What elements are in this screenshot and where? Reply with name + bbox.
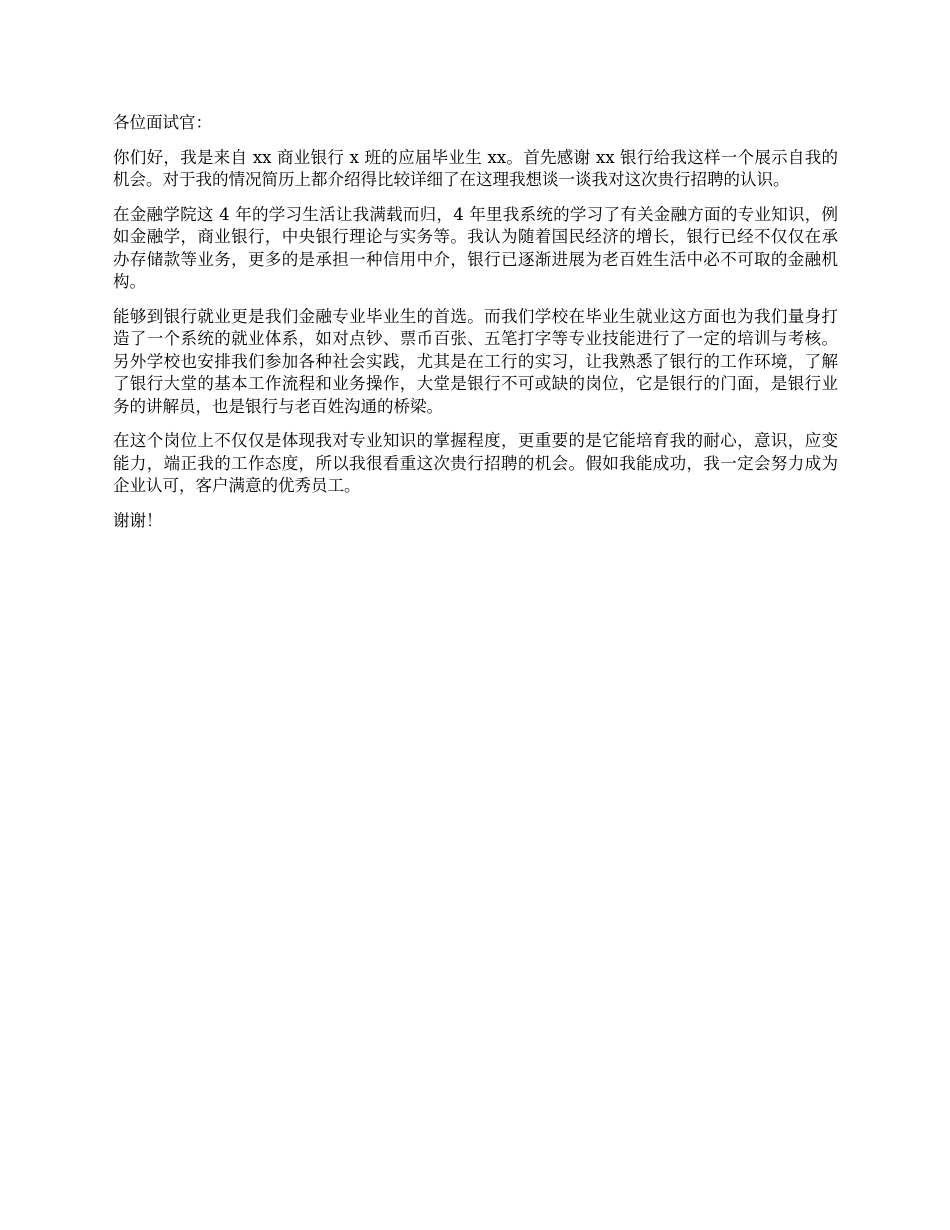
document-body (113, 112, 838, 532)
paragraph-employment: 能够到银行就业更是我们金融专业毕业生的首选。而我们学校在毕业生就业这方面也为我们量身打造了一个系统的就业体系，如对点钞、票币百张、五笔打字等专业技能进行了一定的培训与考核。另外学校也安排我们参加各种社会实践，尤其是在工行的实习，让我熟悉了银行的工作环境，了解了银行大堂的基本工作流程和业务操作，大堂是银行不可或缺的岗位，它是银行的门面，是银行业务的讲解员，也是银行与老百姓沟通的桥梁。 (113, 306, 838, 416)
greeting-line: 各位面试官： (113, 113, 212, 132)
closing-line: 谢谢！ (113, 510, 163, 530)
paragraph-education: 在金融学院这 4 年的学习生活让我满载而归，4 年里我系统的学习了有关金融方面的专业知识，例如金融学，商业银行，中央银行理论与实务等。我认为随着国民经济的增长，银行已经不仅仅在承办存储款等业务，更多的是承担一种信用中介，银行已逐渐进展为老百姓生活中必不可取的金融机构。 (113, 204, 838, 291)
paragraph-introduction: 你们好，我是来自 xx 商业银行 x 班的应届毕业生 xx。首先感谢 xx 银行给我这样一个展示自我的机会。对于我的情况简历上都介绍得比较详细了在这理我想谈一谈我对这次贵行招聘的认识。 (113, 147, 838, 189)
paragraph-position: 在这个岗位上不仅仅是体现我对专业知识的掌握程度，更重要的是它能培育我的耐心，意识，应变能力，端正我的工作态度，所以我很看重这次贵行招聘的机会。假如我能成功，我一定会努力成为企业认可，客户满意的优秀员工。 (113, 431, 838, 495)
